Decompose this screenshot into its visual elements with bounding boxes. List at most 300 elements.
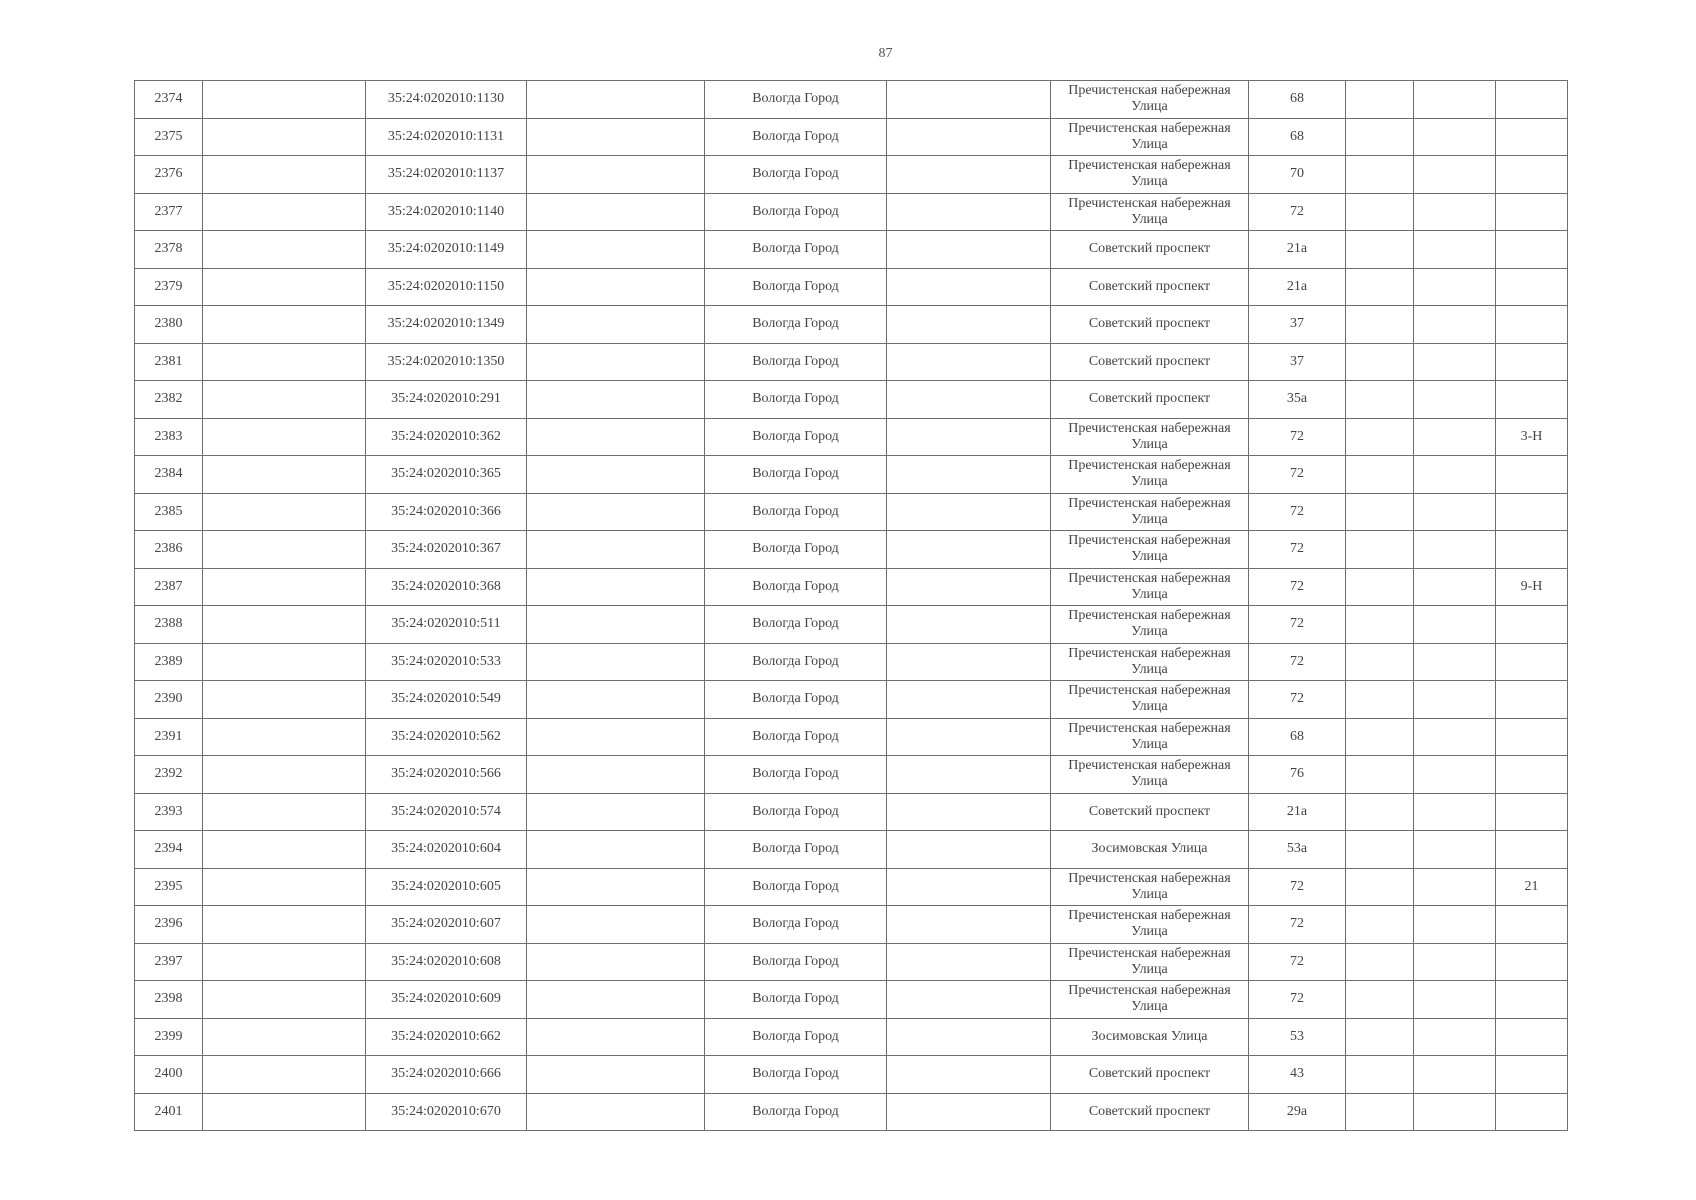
empty-cell-1 bbox=[203, 81, 366, 119]
row-number-cell: 2400 bbox=[135, 1056, 203, 1094]
table-row bbox=[135, 418, 1568, 456]
city-cell: Вологда Город bbox=[705, 943, 887, 981]
city-cell: Вологда Город bbox=[705, 1018, 887, 1056]
room-number-cell bbox=[1496, 193, 1568, 231]
page-number: 87 bbox=[878, 46, 893, 61]
empty-cell-5 bbox=[1414, 868, 1496, 906]
empty-cell-2 bbox=[527, 118, 705, 156]
empty-cell-1 bbox=[203, 493, 366, 531]
room-number-cell bbox=[1496, 1093, 1568, 1131]
empty-cell-5 bbox=[1414, 943, 1496, 981]
row-number-cell: 2385 bbox=[135, 493, 203, 531]
cadastral-number-cell: 35:24:0202010:662 bbox=[366, 1018, 527, 1056]
room-number-cell bbox=[1496, 756, 1568, 794]
empty-cell-1 bbox=[203, 306, 366, 344]
cadastral-number-cell: 35:24:0202010:549 bbox=[366, 681, 527, 719]
empty-cell-5 bbox=[1414, 718, 1496, 756]
table-row bbox=[135, 643, 1568, 681]
empty-cell-5 bbox=[1414, 981, 1496, 1019]
city-cell: Вологда Город bbox=[705, 1056, 887, 1094]
empty-cell-4 bbox=[1346, 906, 1414, 944]
house-number-cell: 68 bbox=[1249, 118, 1346, 156]
table-row bbox=[135, 193, 1568, 231]
empty-cell-5 bbox=[1414, 568, 1496, 606]
house-number-cell: 72 bbox=[1249, 418, 1346, 456]
cadastral-number-cell: 35:24:0202010:666 bbox=[366, 1056, 527, 1094]
empty-cell-3 bbox=[887, 906, 1051, 944]
empty-cell-5 bbox=[1414, 118, 1496, 156]
empty-cell-1 bbox=[203, 943, 366, 981]
empty-cell-4 bbox=[1346, 231, 1414, 269]
empty-cell-2 bbox=[527, 231, 705, 269]
empty-cell-1 bbox=[203, 156, 366, 194]
empty-cell-4 bbox=[1346, 193, 1414, 231]
street-cell: Советский проспект bbox=[1051, 1056, 1249, 1094]
city-cell: Вологда Город bbox=[705, 756, 887, 794]
empty-cell-1 bbox=[203, 1093, 366, 1131]
city-cell: Вологда Город bbox=[705, 118, 887, 156]
cadastral-number-cell: 35:24:0202010:1349 bbox=[366, 306, 527, 344]
house-number-cell: 68 bbox=[1249, 718, 1346, 756]
empty-cell-5 bbox=[1414, 1093, 1496, 1131]
house-number-cell: 72 bbox=[1249, 456, 1346, 494]
street-cell: Зосимовская Улица bbox=[1051, 831, 1249, 869]
empty-cell-2 bbox=[527, 681, 705, 719]
empty-cell-2 bbox=[527, 793, 705, 831]
empty-cell-1 bbox=[203, 643, 366, 681]
empty-cell-3 bbox=[887, 943, 1051, 981]
empty-cell-4 bbox=[1346, 643, 1414, 681]
empty-cell-3 bbox=[887, 456, 1051, 494]
row-number-cell: 2375 bbox=[135, 118, 203, 156]
house-number-cell: 72 bbox=[1249, 643, 1346, 681]
empty-cell-5 bbox=[1414, 831, 1496, 869]
table-row bbox=[135, 231, 1568, 269]
cadastral-number-cell: 35:24:0202010:604 bbox=[366, 831, 527, 869]
cadastral-number-cell: 35:24:0202010:605 bbox=[366, 868, 527, 906]
cadastral-number-cell: 35:24:0202010:362 bbox=[366, 418, 527, 456]
house-number-cell: 21а bbox=[1249, 793, 1346, 831]
street-cell: Советский проспект bbox=[1051, 1093, 1249, 1131]
room-number-cell bbox=[1496, 981, 1568, 1019]
empty-cell-1 bbox=[203, 868, 366, 906]
empty-cell-5 bbox=[1414, 906, 1496, 944]
empty-cell-1 bbox=[203, 456, 366, 494]
row-number-cell: 2380 bbox=[135, 306, 203, 344]
street-cell: Пречистенская набережная Улица bbox=[1051, 493, 1249, 531]
street-cell: Пречистенская набережная Улица bbox=[1051, 756, 1249, 794]
registry-table bbox=[134, 80, 1568, 1131]
empty-cell-4 bbox=[1346, 606, 1414, 644]
empty-cell-5 bbox=[1414, 343, 1496, 381]
row-number-cell: 2394 bbox=[135, 831, 203, 869]
empty-cell-3 bbox=[887, 268, 1051, 306]
empty-cell-3 bbox=[887, 681, 1051, 719]
row-number-cell: 2381 bbox=[135, 343, 203, 381]
empty-cell-4 bbox=[1346, 343, 1414, 381]
city-cell: Вологда Город bbox=[705, 268, 887, 306]
room-number-cell bbox=[1496, 718, 1568, 756]
room-number-cell bbox=[1496, 493, 1568, 531]
room-number-cell bbox=[1496, 1056, 1568, 1094]
empty-cell-2 bbox=[527, 343, 705, 381]
empty-cell-5 bbox=[1414, 1056, 1496, 1094]
cadastral-number-cell: 35:24:0202010:365 bbox=[366, 456, 527, 494]
room-number-cell bbox=[1496, 606, 1568, 644]
house-number-cell: 37 bbox=[1249, 343, 1346, 381]
empty-cell-2 bbox=[527, 156, 705, 194]
room-number-cell bbox=[1496, 943, 1568, 981]
empty-cell-5 bbox=[1414, 606, 1496, 644]
street-cell: Советский проспект bbox=[1051, 793, 1249, 831]
city-cell: Вологда Город bbox=[705, 193, 887, 231]
empty-cell-3 bbox=[887, 493, 1051, 531]
empty-cell-5 bbox=[1414, 681, 1496, 719]
city-cell: Вологда Город bbox=[705, 531, 887, 569]
empty-cell-1 bbox=[203, 681, 366, 719]
room-number-cell bbox=[1496, 531, 1568, 569]
empty-cell-2 bbox=[527, 1056, 705, 1094]
house-number-cell: 72 bbox=[1249, 493, 1346, 531]
city-cell: Вологда Город bbox=[705, 231, 887, 269]
empty-cell-4 bbox=[1346, 118, 1414, 156]
table-row bbox=[135, 156, 1568, 194]
empty-cell-4 bbox=[1346, 1018, 1414, 1056]
empty-cell-3 bbox=[887, 568, 1051, 606]
empty-cell-2 bbox=[527, 718, 705, 756]
empty-cell-5 bbox=[1414, 193, 1496, 231]
empty-cell-2 bbox=[527, 1018, 705, 1056]
room-number-cell bbox=[1496, 1018, 1568, 1056]
row-number-cell: 2396 bbox=[135, 906, 203, 944]
table-row bbox=[135, 81, 1568, 119]
table-row bbox=[135, 1056, 1568, 1094]
city-cell: Вологда Город bbox=[705, 156, 887, 194]
empty-cell-2 bbox=[527, 943, 705, 981]
row-number-cell: 2374 bbox=[135, 81, 203, 119]
empty-cell-1 bbox=[203, 118, 366, 156]
city-cell: Вологда Город bbox=[705, 343, 887, 381]
room-number-cell bbox=[1496, 343, 1568, 381]
city-cell: Вологда Город bbox=[705, 1093, 887, 1131]
empty-cell-4 bbox=[1346, 418, 1414, 456]
house-number-cell: 68 bbox=[1249, 81, 1346, 119]
house-number-cell: 72 bbox=[1249, 681, 1346, 719]
cadastral-number-cell: 35:24:0202010:609 bbox=[366, 981, 527, 1019]
cadastral-number-cell: 35:24:0202010:566 bbox=[366, 756, 527, 794]
empty-cell-5 bbox=[1414, 306, 1496, 344]
room-number-cell bbox=[1496, 268, 1568, 306]
house-number-cell: 72 bbox=[1249, 906, 1346, 944]
table-row bbox=[135, 1018, 1568, 1056]
house-number-cell: 37 bbox=[1249, 306, 1346, 344]
row-number-cell: 2382 bbox=[135, 381, 203, 419]
empty-cell-3 bbox=[887, 1018, 1051, 1056]
empty-cell-5 bbox=[1414, 268, 1496, 306]
empty-cell-1 bbox=[203, 418, 366, 456]
empty-cell-2 bbox=[527, 531, 705, 569]
room-number-cell bbox=[1496, 156, 1568, 194]
empty-cell-5 bbox=[1414, 643, 1496, 681]
empty-cell-1 bbox=[203, 981, 366, 1019]
empty-cell-2 bbox=[527, 568, 705, 606]
empty-cell-3 bbox=[887, 418, 1051, 456]
street-cell: Пречистенская набережная Улица bbox=[1051, 156, 1249, 194]
row-number-cell: 2386 bbox=[135, 531, 203, 569]
city-cell: Вологда Город bbox=[705, 681, 887, 719]
table-row bbox=[135, 793, 1568, 831]
empty-cell-2 bbox=[527, 868, 705, 906]
empty-cell-3 bbox=[887, 868, 1051, 906]
empty-cell-3 bbox=[887, 193, 1051, 231]
cadastral-number-cell: 35:24:0202010:1149 bbox=[366, 231, 527, 269]
empty-cell-2 bbox=[527, 643, 705, 681]
street-cell: Зосимовская Улица bbox=[1051, 1018, 1249, 1056]
table-row bbox=[135, 906, 1568, 944]
room-number-cell bbox=[1496, 231, 1568, 269]
cadastral-number-cell: 35:24:0202010:1140 bbox=[366, 193, 527, 231]
row-number-cell: 2399 bbox=[135, 1018, 203, 1056]
room-number-cell bbox=[1496, 381, 1568, 419]
row-number-cell: 2392 bbox=[135, 756, 203, 794]
empty-cell-2 bbox=[527, 268, 705, 306]
cadastral-number-cell: 35:24:0202010:1350 bbox=[366, 343, 527, 381]
city-cell: Вологда Город bbox=[705, 981, 887, 1019]
city-cell: Вологда Город bbox=[705, 568, 887, 606]
empty-cell-3 bbox=[887, 756, 1051, 794]
street-cell: Пречистенская набережная Улица bbox=[1051, 643, 1249, 681]
city-cell: Вологда Город bbox=[705, 831, 887, 869]
empty-cell-4 bbox=[1346, 381, 1414, 419]
room-number-cell: 3-Н bbox=[1496, 418, 1568, 456]
room-number-cell: 9-Н bbox=[1496, 568, 1568, 606]
empty-cell-2 bbox=[527, 906, 705, 944]
empty-cell-5 bbox=[1414, 81, 1496, 119]
table-row bbox=[135, 681, 1568, 719]
table-row bbox=[135, 718, 1568, 756]
empty-cell-1 bbox=[203, 193, 366, 231]
cadastral-number-cell: 35:24:0202010:366 bbox=[366, 493, 527, 531]
city-cell: Вологда Город bbox=[705, 793, 887, 831]
city-cell: Вологда Город bbox=[705, 493, 887, 531]
street-cell: Пречистенская набережная Улица bbox=[1051, 906, 1249, 944]
cadastral-number-cell: 35:24:0202010:533 bbox=[366, 643, 527, 681]
table-row bbox=[135, 756, 1568, 794]
cadastral-number-cell: 35:24:0202010:607 bbox=[366, 906, 527, 944]
empty-cell-1 bbox=[203, 531, 366, 569]
street-cell: Пречистенская набережная Улица bbox=[1051, 81, 1249, 119]
empty-cell-5 bbox=[1414, 493, 1496, 531]
empty-cell-2 bbox=[527, 606, 705, 644]
empty-cell-1 bbox=[203, 231, 366, 269]
empty-cell-4 bbox=[1346, 1056, 1414, 1094]
empty-cell-3 bbox=[887, 381, 1051, 419]
house-number-cell: 72 bbox=[1249, 568, 1346, 606]
empty-cell-3 bbox=[887, 643, 1051, 681]
house-number-cell: 72 bbox=[1249, 531, 1346, 569]
cadastral-number-cell: 35:24:0202010:367 bbox=[366, 531, 527, 569]
street-cell: Пречистенская набережная Улица bbox=[1051, 943, 1249, 981]
table-row bbox=[135, 568, 1568, 606]
house-number-cell: 53а bbox=[1249, 831, 1346, 869]
city-cell: Вологда Город bbox=[705, 418, 887, 456]
row-number-cell: 2387 bbox=[135, 568, 203, 606]
empty-cell-2 bbox=[527, 381, 705, 419]
empty-cell-2 bbox=[527, 981, 705, 1019]
city-cell: Вологда Город bbox=[705, 456, 887, 494]
empty-cell-3 bbox=[887, 831, 1051, 869]
table-body bbox=[135, 81, 1568, 1131]
empty-cell-3 bbox=[887, 156, 1051, 194]
empty-cell-4 bbox=[1346, 681, 1414, 719]
empty-cell-1 bbox=[203, 718, 366, 756]
empty-cell-2 bbox=[527, 1093, 705, 1131]
empty-cell-1 bbox=[203, 906, 366, 944]
street-cell: Советский проспект bbox=[1051, 343, 1249, 381]
room-number-cell: 21 bbox=[1496, 868, 1568, 906]
city-cell: Вологда Город bbox=[705, 718, 887, 756]
cadastral-number-cell: 35:24:0202010:608 bbox=[366, 943, 527, 981]
row-number-cell: 2393 bbox=[135, 793, 203, 831]
room-number-cell bbox=[1496, 456, 1568, 494]
row-number-cell: 2398 bbox=[135, 981, 203, 1019]
cadastral-number-cell: 35:24:0202010:1137 bbox=[366, 156, 527, 194]
row-number-cell: 2388 bbox=[135, 606, 203, 644]
street-cell: Пречистенская набережная Улица bbox=[1051, 418, 1249, 456]
table-row bbox=[135, 981, 1568, 1019]
row-number-cell: 2391 bbox=[135, 718, 203, 756]
street-cell: Советский проспект bbox=[1051, 381, 1249, 419]
street-cell: Пречистенская набережная Улица bbox=[1051, 868, 1249, 906]
cadastral-number-cell: 35:24:0202010:1150 bbox=[366, 268, 527, 306]
empty-cell-4 bbox=[1346, 156, 1414, 194]
empty-cell-4 bbox=[1346, 531, 1414, 569]
table-row bbox=[135, 606, 1568, 644]
empty-cell-4 bbox=[1346, 943, 1414, 981]
cadastral-number-cell: 35:24:0202010:1131 bbox=[366, 118, 527, 156]
street-cell: Пречистенская набережная Улица bbox=[1051, 681, 1249, 719]
house-number-cell: 72 bbox=[1249, 606, 1346, 644]
table-row bbox=[135, 531, 1568, 569]
empty-cell-3 bbox=[887, 531, 1051, 569]
row-number-cell: 2384 bbox=[135, 456, 203, 494]
table-row bbox=[135, 831, 1568, 869]
room-number-cell bbox=[1496, 81, 1568, 119]
empty-cell-3 bbox=[887, 981, 1051, 1019]
empty-cell-1 bbox=[203, 381, 366, 419]
empty-cell-2 bbox=[527, 81, 705, 119]
empty-cell-5 bbox=[1414, 156, 1496, 194]
house-number-cell: 21а bbox=[1249, 231, 1346, 269]
empty-cell-2 bbox=[527, 456, 705, 494]
empty-cell-4 bbox=[1346, 981, 1414, 1019]
empty-cell-5 bbox=[1414, 381, 1496, 419]
room-number-cell bbox=[1496, 681, 1568, 719]
empty-cell-1 bbox=[203, 606, 366, 644]
empty-cell-5 bbox=[1414, 793, 1496, 831]
row-number-cell: 2379 bbox=[135, 268, 203, 306]
empty-cell-2 bbox=[527, 306, 705, 344]
street-cell: Советский проспект bbox=[1051, 231, 1249, 269]
empty-cell-3 bbox=[887, 1056, 1051, 1094]
empty-cell-5 bbox=[1414, 231, 1496, 269]
empty-cell-4 bbox=[1346, 831, 1414, 869]
row-number-cell: 2390 bbox=[135, 681, 203, 719]
cadastral-number-cell: 35:24:0202010:574 bbox=[366, 793, 527, 831]
table-row bbox=[135, 493, 1568, 531]
empty-cell-4 bbox=[1346, 868, 1414, 906]
row-number-cell: 2383 bbox=[135, 418, 203, 456]
empty-cell-3 bbox=[887, 1093, 1051, 1131]
empty-cell-5 bbox=[1414, 531, 1496, 569]
empty-cell-3 bbox=[887, 231, 1051, 269]
house-number-cell: 53 bbox=[1249, 1018, 1346, 1056]
street-cell: Пречистенская набережная Улица bbox=[1051, 456, 1249, 494]
row-number-cell: 2378 bbox=[135, 231, 203, 269]
empty-cell-3 bbox=[887, 718, 1051, 756]
empty-cell-2 bbox=[527, 193, 705, 231]
empty-cell-3 bbox=[887, 118, 1051, 156]
table-row bbox=[135, 868, 1568, 906]
empty-cell-3 bbox=[887, 606, 1051, 644]
table-row bbox=[135, 456, 1568, 494]
room-number-cell bbox=[1496, 831, 1568, 869]
table-row bbox=[135, 381, 1568, 419]
street-cell: Советский проспект bbox=[1051, 268, 1249, 306]
empty-cell-4 bbox=[1346, 81, 1414, 119]
house-number-cell: 72 bbox=[1249, 981, 1346, 1019]
row-number-cell: 2395 bbox=[135, 868, 203, 906]
empty-cell-1 bbox=[203, 1056, 366, 1094]
street-cell: Пречистенская набережная Улица bbox=[1051, 531, 1249, 569]
empty-cell-5 bbox=[1414, 756, 1496, 794]
empty-cell-2 bbox=[527, 831, 705, 869]
empty-cell-4 bbox=[1346, 456, 1414, 494]
house-number-cell: 35а bbox=[1249, 381, 1346, 419]
city-cell: Вологда Город bbox=[705, 868, 887, 906]
table-row bbox=[135, 268, 1568, 306]
city-cell: Вологда Город bbox=[705, 306, 887, 344]
street-cell: Пречистенская набережная Улица bbox=[1051, 606, 1249, 644]
room-number-cell bbox=[1496, 306, 1568, 344]
empty-cell-4 bbox=[1346, 756, 1414, 794]
street-cell: Пречистенская набережная Улица bbox=[1051, 568, 1249, 606]
empty-cell-1 bbox=[203, 831, 366, 869]
empty-cell-5 bbox=[1414, 418, 1496, 456]
room-number-cell bbox=[1496, 118, 1568, 156]
room-number-cell bbox=[1496, 643, 1568, 681]
empty-cell-3 bbox=[887, 343, 1051, 381]
row-number-cell: 2376 bbox=[135, 156, 203, 194]
table-row bbox=[135, 306, 1568, 344]
empty-cell-1 bbox=[203, 568, 366, 606]
house-number-cell: 70 bbox=[1249, 156, 1346, 194]
street-cell: Советский проспект bbox=[1051, 306, 1249, 344]
row-number-cell: 2401 bbox=[135, 1093, 203, 1131]
empty-cell-5 bbox=[1414, 456, 1496, 494]
empty-cell-3 bbox=[887, 306, 1051, 344]
cadastral-number-cell: 35:24:0202010:368 bbox=[366, 568, 527, 606]
empty-cell-5 bbox=[1414, 1018, 1496, 1056]
city-cell: Вологда Город bbox=[705, 81, 887, 119]
cadastral-number-cell: 35:24:0202010:291 bbox=[366, 381, 527, 419]
empty-cell-4 bbox=[1346, 1093, 1414, 1131]
empty-cell-1 bbox=[203, 756, 366, 794]
cadastral-number-cell: 35:24:0202010:670 bbox=[366, 1093, 527, 1131]
city-cell: Вологда Город bbox=[705, 606, 887, 644]
street-cell: Пречистенская набережная Улица bbox=[1051, 981, 1249, 1019]
room-number-cell bbox=[1496, 793, 1568, 831]
